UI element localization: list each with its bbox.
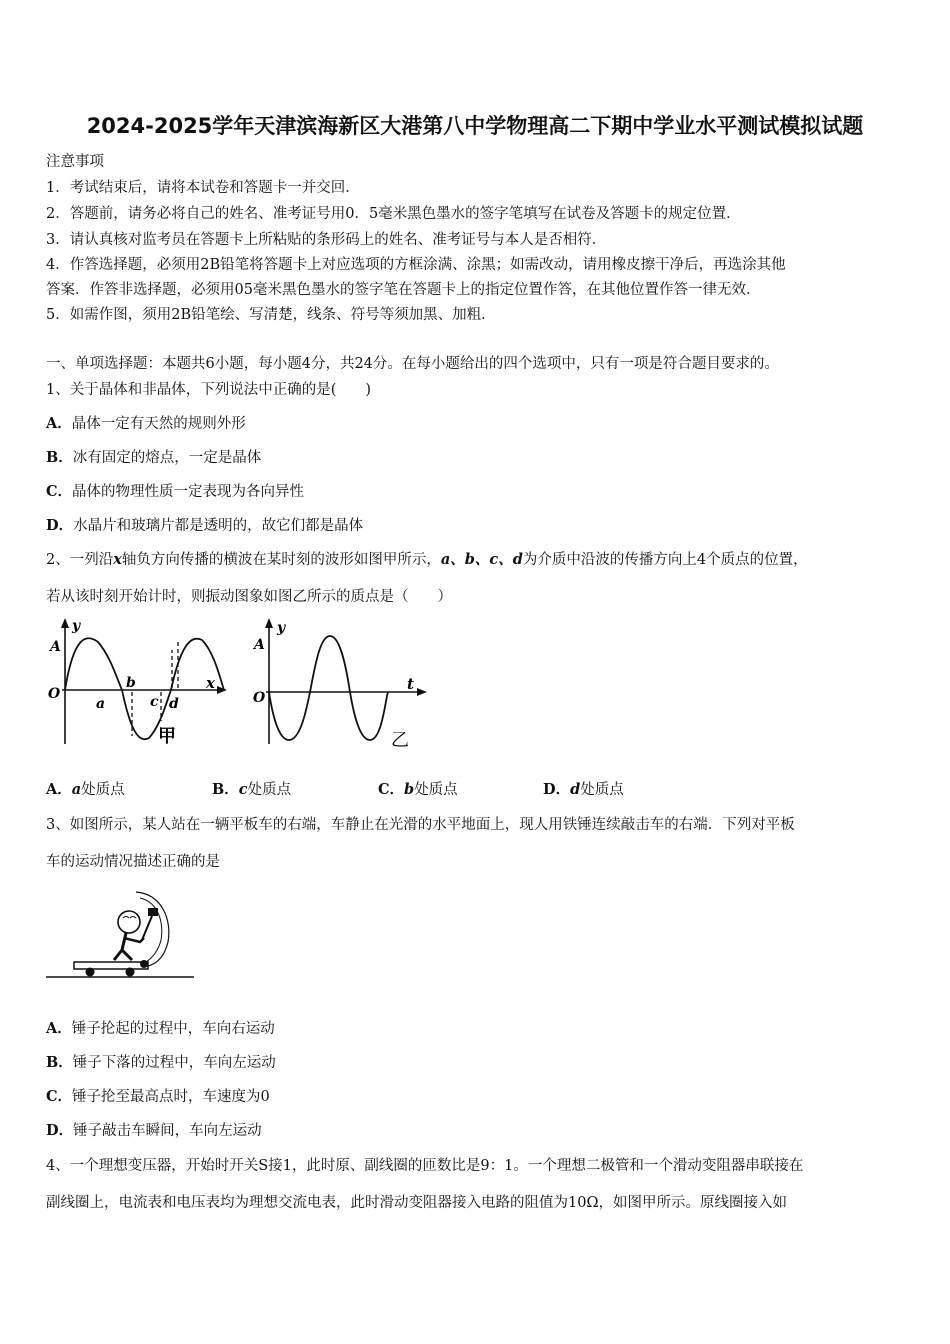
hammer-handle xyxy=(142,916,152,940)
notice-heading: 注意事项 xyxy=(46,154,104,170)
q2-stem-post: 为介质中沿波的传播方向上4个质点的位置， xyxy=(522,552,808,568)
question-2-option-c: C．b处质点 xyxy=(378,781,458,798)
label-x: x xyxy=(206,674,215,692)
label-t: t xyxy=(407,675,414,693)
cart-hammer-illustration xyxy=(44,880,200,984)
option-prefix: B． xyxy=(46,1054,73,1071)
cart-wheel-right xyxy=(126,968,135,977)
label-c: c xyxy=(150,694,159,710)
t-axis-arrow xyxy=(417,688,427,696)
option-prefix: A． xyxy=(46,1020,72,1037)
person-head xyxy=(118,911,140,933)
question-2-option-b: B．c处质点 xyxy=(212,781,292,798)
option-text: 冰有固定的熔点，一定是晶体 xyxy=(72,450,262,466)
option-text: 晶体一定有天然的规则外形 xyxy=(71,416,246,432)
question-3-option-a xyxy=(46,1017,275,1038)
option-prefix: B． xyxy=(46,449,73,466)
question-2-stem-line2: 若从该时刻开始计时，则振动图象如图乙所示的质点是（ ） xyxy=(46,589,452,605)
section-heading: 一、单项选择题：本题共6小题，每小题4分，共24分。在每小题给出的四个选项中，只有一项是符合题目要求的。 xyxy=(46,356,779,372)
notice-item: 4．作答选择题，必须用2B铅笔将答题卡上对应选项的方框涂满、涂黑；如需改动，请用橡皮擦干净后，再选涂其他 xyxy=(46,257,786,273)
label-y: y xyxy=(277,620,286,636)
question-1-option-b xyxy=(46,446,261,467)
option-text: 晶体的物理性质一定表现为各向异性 xyxy=(72,484,305,500)
waveform-curve xyxy=(65,638,224,739)
option-prefix: D． xyxy=(46,1122,74,1139)
label-d: d xyxy=(169,696,179,712)
label-amplitude: A xyxy=(254,637,265,653)
label-yi: 乙 xyxy=(391,730,409,750)
question-1-option-c xyxy=(46,480,304,501)
question-3-stem-line2: 车的运动情况描述正确的是 xyxy=(46,854,220,870)
notice-item: 2．答题前，请务必将自己的姓名、准考证号用0．5毫米黑色墨水的签字笔填写在试卷及答题卡的规定位置． xyxy=(46,206,741,222)
y-axis-arrow xyxy=(61,618,69,628)
q2-stem-mid: 轴负方向传播的横波在某时刻的波形如图甲所示， xyxy=(121,552,441,568)
question-2-option-a: A．a处质点 xyxy=(46,781,125,798)
option-text: 锤子抡至最高点时，车速度为0 xyxy=(72,1089,270,1105)
question-1-stem: 1、关于晶体和非晶体，下列说法中正确的是( ) xyxy=(46,382,372,398)
label-y: y xyxy=(72,618,81,634)
label-origin: O xyxy=(253,690,266,706)
question-2-stem xyxy=(46,548,808,569)
option-prefix: C． xyxy=(46,1088,73,1105)
label-a: a xyxy=(96,696,106,712)
y-axis-arrow xyxy=(265,618,273,628)
label-origin: O xyxy=(48,686,61,702)
label-b: b xyxy=(126,675,136,691)
option-text: 水晶片和玻璃片都是透明的，故它们都是晶体 xyxy=(73,518,364,534)
question-3-option-d xyxy=(46,1119,262,1140)
hammer-strike-point xyxy=(140,960,148,968)
swing-arc-inner xyxy=(140,898,162,962)
cart-board xyxy=(74,962,148,969)
notice-item: 5．如需作图，须用2B铅笔绘、写清楚，线条、符号等须加黑、加粗． xyxy=(46,307,496,323)
question-3-stem: 3、如图所示，某人站在一辆平板车的右端，车静止在光滑的水平地面上，现人用铁锤连续敲击车的右端．下列对平板 xyxy=(46,817,795,833)
option-text: 锤子抡起的过程中，车向右运动 xyxy=(71,1021,275,1037)
question-4-stem-line2: 副线圈上，电流表和电压表均为理想交流电表，此时滑动变阻器接入电路的阻值为10Ω，如图甲所示。原线圈接入如 xyxy=(46,1195,787,1211)
cart-wheel-left xyxy=(86,968,95,977)
label-jia: 甲 xyxy=(158,726,176,747)
option-prefix: D． xyxy=(46,517,74,534)
x-axis-arrow xyxy=(217,686,227,694)
vibration-graph-yi xyxy=(250,616,430,750)
wave-graph-jia xyxy=(44,616,234,750)
label-amplitude: A xyxy=(50,639,61,655)
q2-x-var: x xyxy=(113,551,122,568)
person-body xyxy=(114,933,132,960)
question-3-option-c xyxy=(46,1085,270,1106)
swing-arc-outer xyxy=(136,892,169,966)
question-2-option-d: D．d处质点 xyxy=(543,781,624,798)
option-prefix: C． xyxy=(46,483,73,500)
question-1-option-a xyxy=(46,412,246,433)
question-3-option-b xyxy=(46,1051,276,1072)
question-1-option-d xyxy=(46,514,363,535)
option-prefix: A． xyxy=(46,415,72,432)
option-text: 锤子敲击车瞬间，车向左运动 xyxy=(73,1123,262,1139)
person-arms xyxy=(124,938,144,942)
notice-item: 1．考试结束后，请将本试卷和答题卡一并交回． xyxy=(46,180,360,196)
question-4-stem: 4、一个理想变压器，开始时开关S接1，此时原、副线圈的匝数比是9：1。一个理想二极管和一个滑动变阻器串联接在 xyxy=(46,1158,804,1174)
option-text: 锤子下落的过程中，车向左运动 xyxy=(72,1055,276,1071)
q2-points: a、b、c、d xyxy=(440,551,523,568)
notice-item: 3．请认真核对监考员在答题卡上所粘贴的条形码上的姓名、准考证号与本人是否相符． xyxy=(46,232,607,248)
page-title: 2024-2025学年天津滨海新区大港第八中学物理高二下期中学业水平测试模拟试题 xyxy=(86,114,864,138)
notice-item: 答案．作答非选择题，必须用05毫米黑色墨水的签字笔在答题卡上的指定位置作答，在其他位置作答一律无效． xyxy=(46,282,761,298)
vibration-curve xyxy=(269,636,388,740)
q2-stem-pre: 2、一列沿 xyxy=(46,552,114,568)
